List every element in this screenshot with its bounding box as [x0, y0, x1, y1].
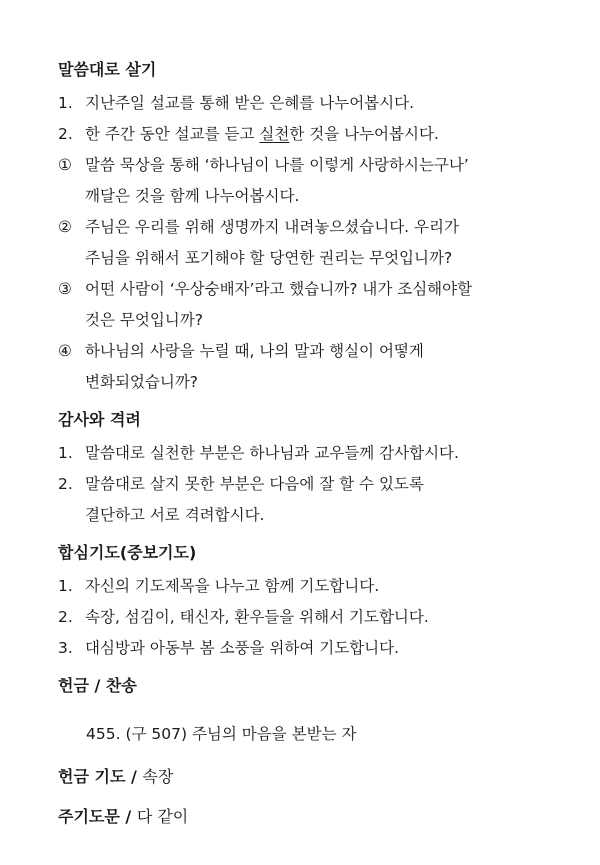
living-sub-2-line-2: 주님을 위해서 포기해야 할 당연한 권리는 무엇입니까? — [85, 249, 453, 267]
section-title-offering: 헌금 / 찬송 — [58, 676, 137, 695]
document-page — [58, 58, 558, 829]
thanks-i2-number: 2. — [58, 475, 73, 493]
prayer-i2-text: 속장, 섬김이, 태신자, 환우들을 위해서 기도합니다. — [85, 608, 429, 626]
thanks-item-2-line-1 — [58, 469, 558, 500]
offering-prayer-row — [58, 765, 558, 789]
thanks-i1-text: 말씀대로 실천한 부분은 하나님과 교우들께 감사합시다. — [85, 444, 459, 462]
living-sub3-text-1: 어떤 사람이 ‘우상숭배자’라고 했습니까? 내가 조심해야할 — [85, 280, 473, 298]
section-thanks — [58, 408, 558, 531]
lords-prayer-label: 주기도문 / — [58, 807, 137, 826]
thanks-i1-number: 1. — [58, 444, 73, 462]
living-sub-3-line-1 — [58, 274, 558, 305]
living-sub-4-line-1 — [58, 336, 558, 367]
living-sub-1-line-2: 깨달은 것을 함께 나누어봅시다. — [85, 187, 300, 205]
section-living — [58, 58, 558, 398]
prayer-i3-text: 대심방과 아동부 봄 소풍을 위하여 기도합니다. — [85, 639, 400, 657]
living-sub1-text-1: 말씀 묵상을 통해 ‘하나님이 나를 이렇게 사랑하시는구나’ — [85, 156, 469, 174]
living-sub-3-line-2: 것은 무엇입니까? — [85, 311, 203, 329]
living-sub-4-line-2: 변화되었습니까? — [85, 373, 199, 391]
thanks-item-2-line-2: 결단하고 서로 격려합시다. — [85, 506, 265, 524]
offering-prayer-label: 헌금 기도 / — [58, 767, 143, 786]
lords-prayer-value: 다 같이 — [136, 807, 189, 826]
prayer-i1-text: 자신의 기도제목을 나누고 함께 기도합니다. — [85, 577, 380, 595]
living-q1-number: 1. — [58, 94, 73, 112]
living-q2-pre: 한 주간 동안 설교를 듣고 — [85, 125, 260, 143]
living-q1-text: 지난주일 설교를 통해 받은 은혜를 나누어봅시다. — [85, 94, 415, 112]
section-prayer — [58, 541, 558, 664]
living-sub2-mark: ② — [58, 218, 72, 236]
living-sub2-text-1: 주님은 우리를 위해 생명까지 내려놓으셨습니다. 우리가 — [85, 218, 459, 236]
living-sub4-text-1: 하나님의 사랑을 누릴 때, 나의 말과 행실이 어떻게 — [85, 342, 424, 360]
prayer-i2-number: 2. — [58, 608, 73, 626]
living-q2-post: 한 것을 나누어봅시다. — [289, 125, 439, 143]
section-title-living: 말씀대로 살기 — [58, 60, 157, 79]
offering-prayer-value: 속장 — [142, 767, 174, 786]
section-offering — [58, 674, 558, 748]
living-sub1-mark: ① — [58, 156, 72, 174]
thanks-item-1 — [58, 438, 558, 469]
living-question-1 — [58, 88, 558, 119]
section-title-thanks: 감사와 격려 — [58, 410, 141, 429]
lords-prayer-row — [58, 805, 558, 829]
prayer-item-2 — [58, 602, 558, 633]
prayer-item-3 — [58, 633, 558, 664]
living-q2-number: 2. — [58, 125, 73, 143]
prayer-i1-number: 1. — [58, 577, 73, 595]
living-sub4-mark: ④ — [58, 342, 72, 360]
offering-hymn: 455. (구 507) 주님의 마음을 본받는 자 — [86, 724, 357, 743]
living-sub3-mark: ③ — [58, 280, 72, 298]
section-title-prayer: 합심기도(중보기도) — [58, 543, 197, 562]
living-sub-2-line-1 — [58, 212, 558, 243]
living-q2-underlined: 실천 — [259, 125, 290, 143]
living-sub-1-line-1 — [58, 150, 558, 181]
prayer-item-1 — [58, 571, 558, 602]
prayer-i3-number: 3. — [58, 639, 73, 657]
thanks-i2-text-1: 말씀대로 살지 못한 부분은 다음에 잘 할 수 있도록 — [85, 475, 424, 493]
living-question-2 — [58, 119, 558, 150]
